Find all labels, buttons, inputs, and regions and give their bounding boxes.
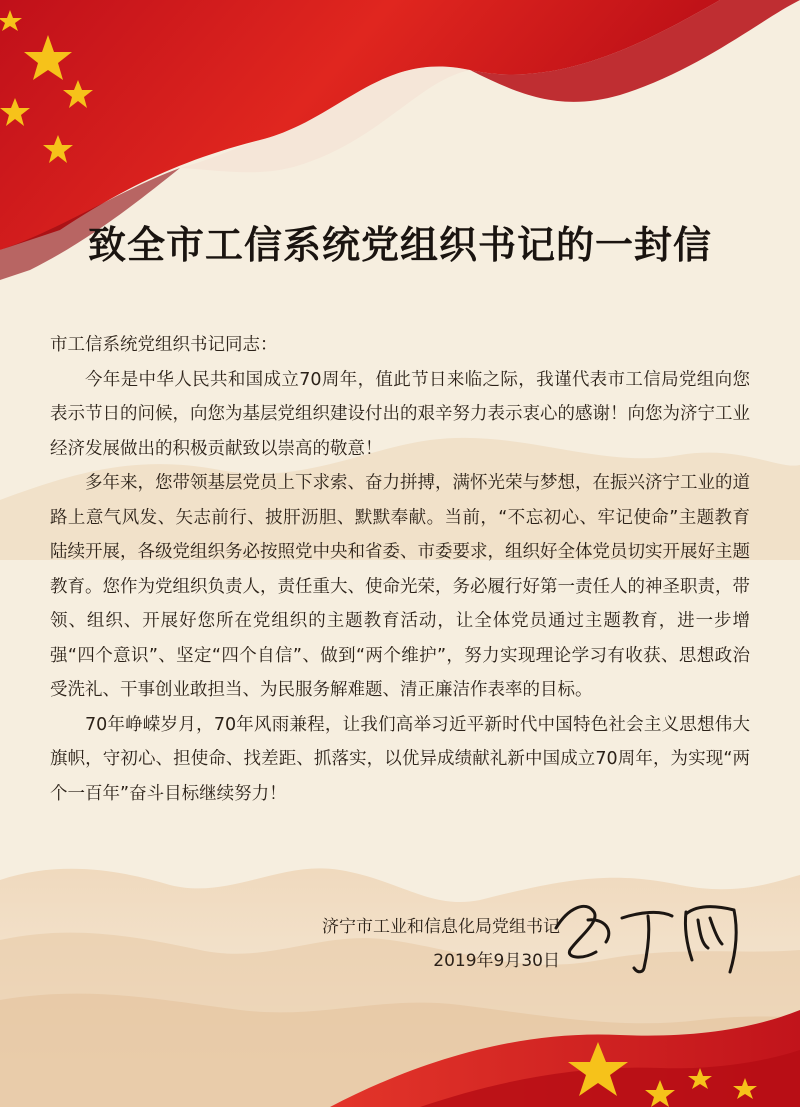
signature-date: 2019年9月30日 <box>433 951 560 971</box>
handwritten-signature <box>548 890 748 980</box>
signature-org: 济宁市工业和信息化局党组书记 <box>322 917 560 937</box>
letter-title: 致全市工信系统党组织书记的一封信 <box>87 223 712 267</box>
paragraph-1: 今年是中华人民共和国成立70周年，值此节日来临之际，我谨代表市工信局党组向您表示节日的问候，向您为基层党组织建设付出的艰辛努力表示衷心的感谢！向您为济宁工业经济发展做出的积极贡献致以崇高的敬意！ <box>50 369 750 459</box>
paragraph-3: 70年峥嵘岁月，70年风雨兼程，让我们高举习近平新时代中国特色社会主义思想伟大旗帜，守初心、担使命、找差距、抓落实，以优异成绩献礼新中国成立70周年，为实现“两个一百年”奋斗目标继续努力！ <box>50 714 750 804</box>
salutation: 市工信系统党组织书记同志： <box>50 335 278 355</box>
letter-body <box>50 328 750 811</box>
paragraph-2: 多年来，您带领基层党员上下求索、奋力拼搏，满怀光荣与梦想，在振兴济宁工业的道路上意气风发、矢志前行、披肝沥胆、默默奉献。当前，“不忘初心、牢记使命”主题教育陆续开展，各级党组织务必按照党中央和省委、市委要求，组织好全体党员切实开展好主题教育。您作为党组织负责人，责任重大、使命光荣，务必履行好第一责任人的神圣职责，带领、组织、开展好您所在党组织的主题教育活动，让全体党员通过主题教育，进一步增强“四个意识”、坚定“四个自信”、做到“两个维护”，努力实现理论学习有收获、思想政治受洗礼、干事创业敢担当、为民服务解难题、清正廉洁作表率的目标。 <box>50 473 750 700</box>
